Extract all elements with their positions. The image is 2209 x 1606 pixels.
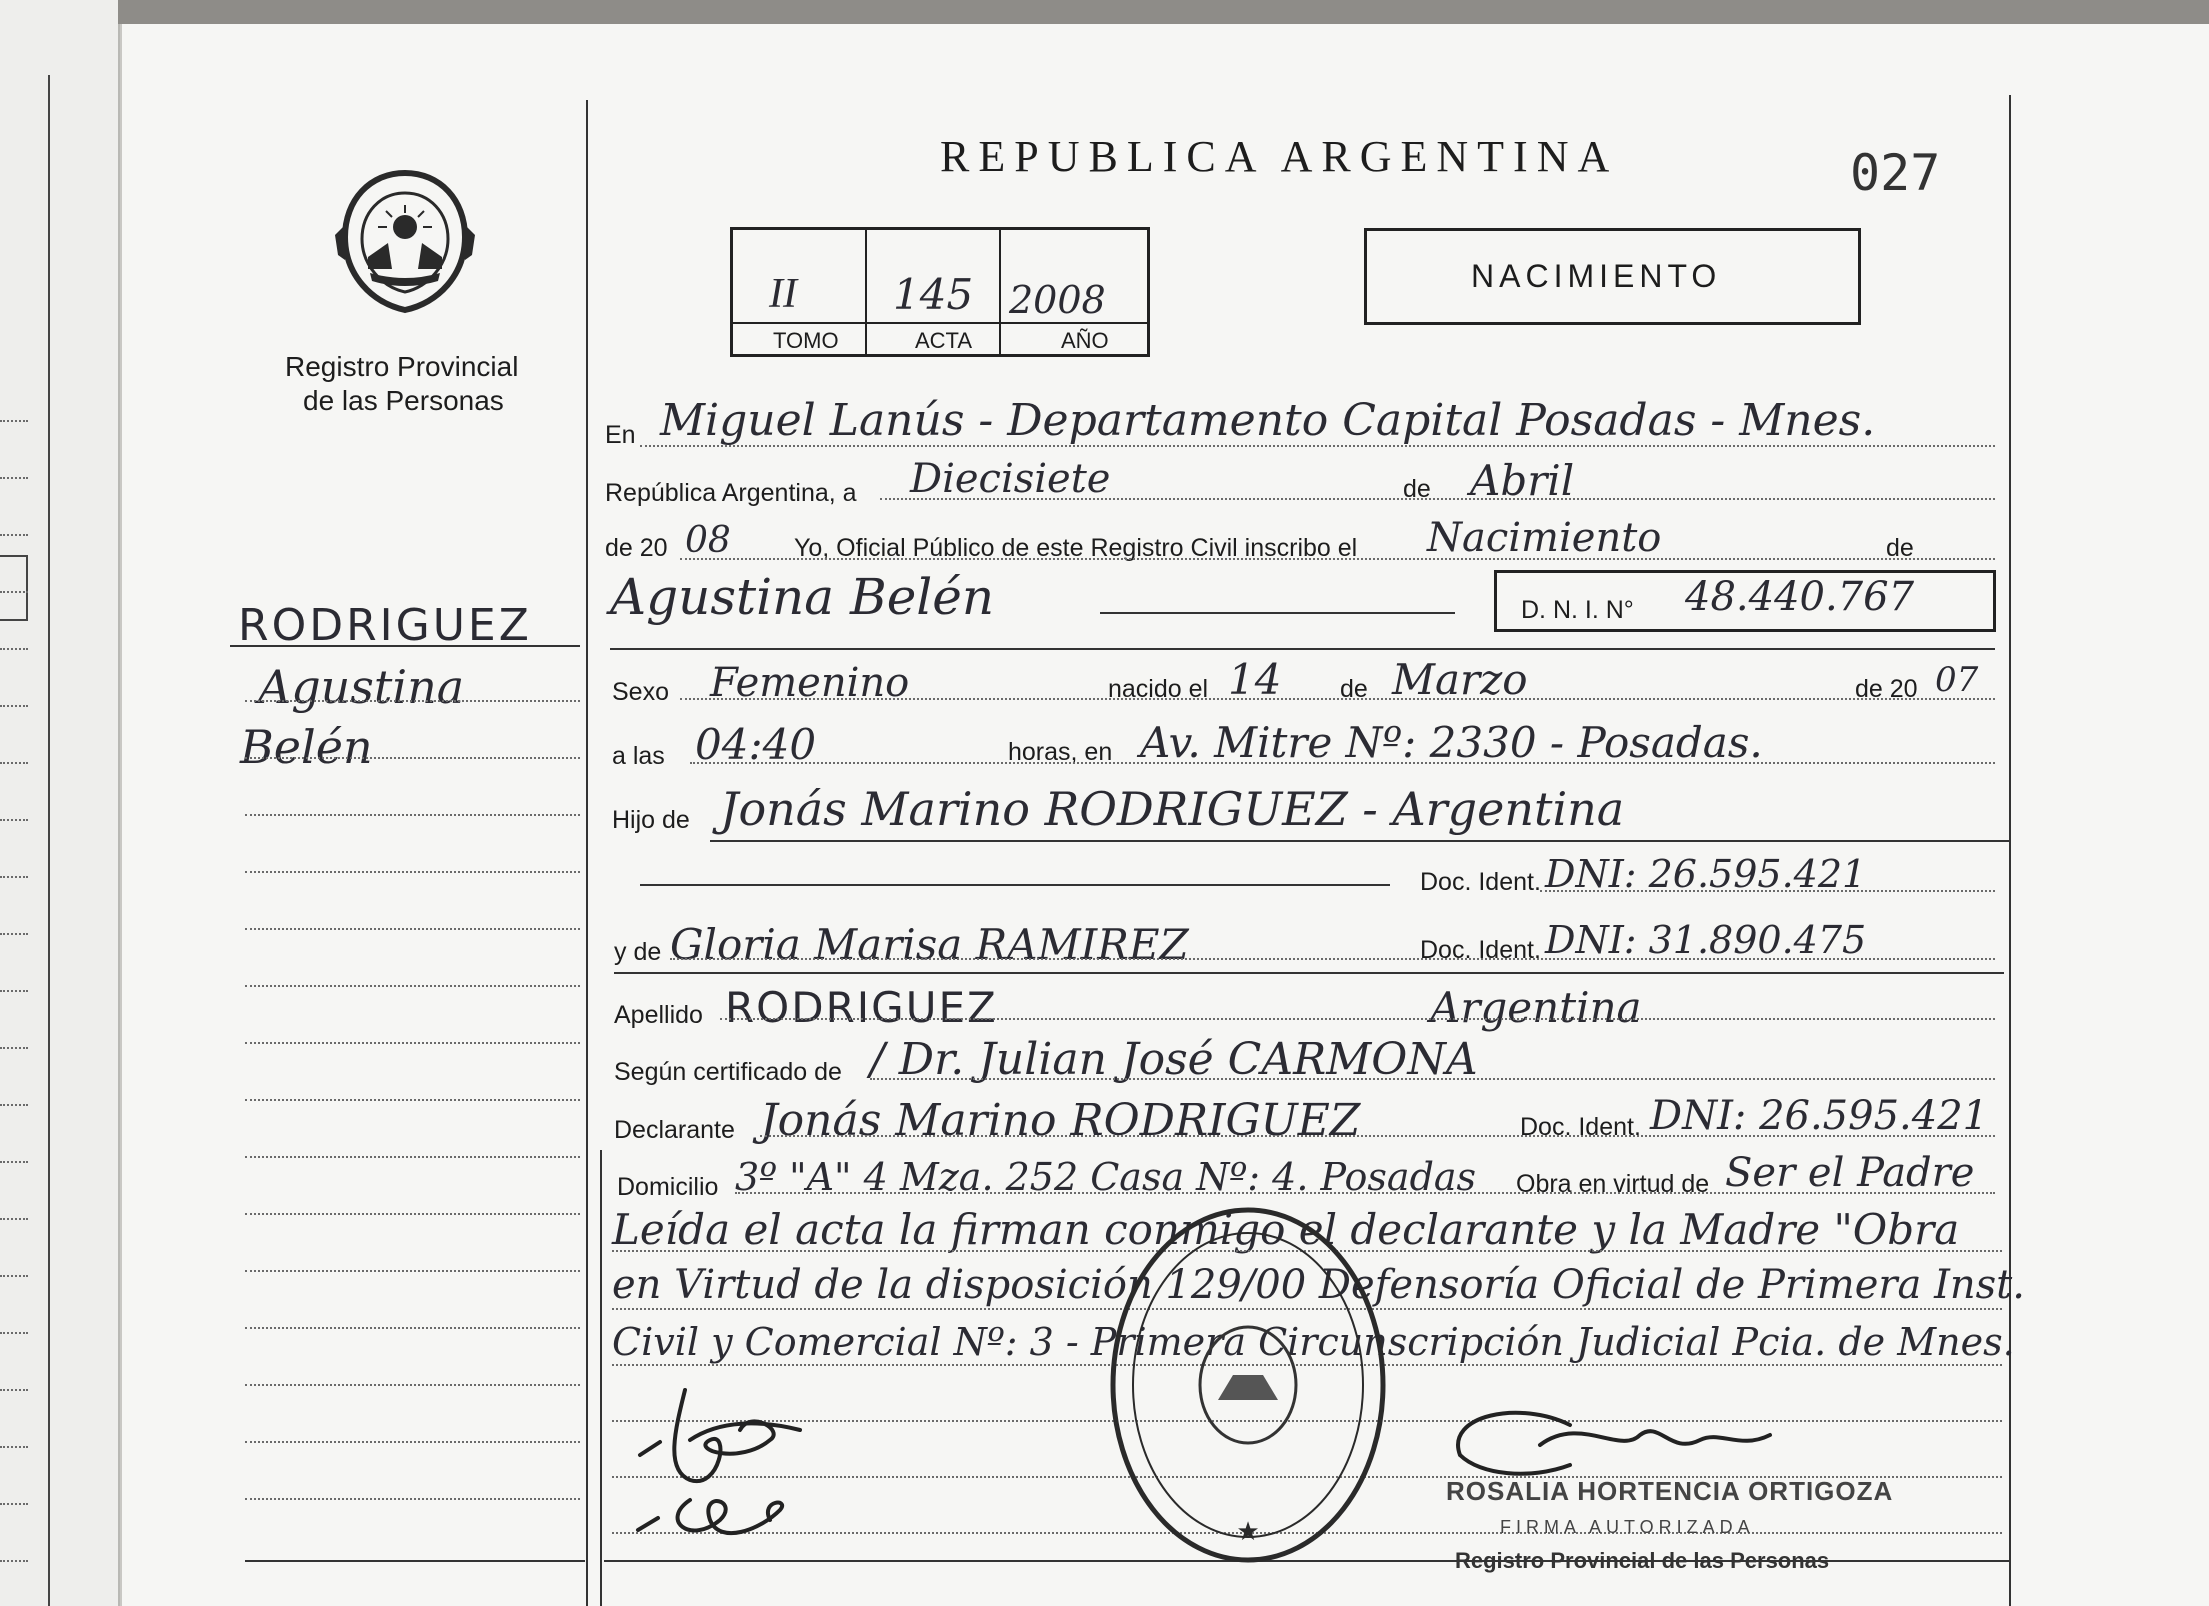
left-page-rule-line <box>0 477 28 479</box>
left-page-rule-line <box>0 1503 28 1505</box>
firma-autorizada: FIRMA AUTORIZADA <box>1500 1517 1755 1537</box>
left-page-edge <box>0 0 120 1606</box>
value-hora: 04:40 <box>695 720 817 769</box>
label-sexo: Sexo <box>612 678 669 706</box>
svg-text:★: ★ <box>1236 1517 1260 1547</box>
label-yo: Yo, Oficial Público de este Registro Civil inscribo el <box>794 534 1358 562</box>
left-page-rule-line <box>0 762 28 764</box>
value-padre: Jonás Marino RODRIGUEZ - Argentina <box>720 782 1625 836</box>
label-doc3: Doc. Ident. <box>1520 1113 1641 1141</box>
left-page-rule-line <box>0 1446 28 1448</box>
margin-rule <box>245 985 580 987</box>
left-page-rule-line <box>0 591 28 593</box>
left-page-rule-line <box>0 1275 28 1277</box>
value-declarante-doc: DNI: 26.595.421 <box>1650 1093 1989 1139</box>
margin-rule <box>245 1156 580 1158</box>
left-page-rule-line <box>0 819 28 821</box>
margin-rule <box>245 928 580 930</box>
value-lugar: Miguel Lanús - Departamento Capital Posadas - Mnes. <box>660 395 1876 446</box>
label-horas: horas, en <box>1008 738 1113 766</box>
right-border <box>2009 95 2011 1606</box>
label-doc1: Doc. Ident. <box>1420 868 1541 896</box>
margin-rule <box>245 1042 580 1044</box>
label-nacido-de20: de 20 <box>1855 675 1918 703</box>
label-y-de: y de <box>614 938 662 966</box>
observation-line2: en Virtud de la disposición 129/00 Defensoría Oficial de Primera Inst. <box>612 1262 2025 1308</box>
value-domicilio: 3º "A" 4 Mza. 252 Casa Nº: 4. Posadas <box>735 1155 1477 1199</box>
label-de-end: de <box>1886 534 1914 562</box>
left-page-rule-line <box>0 933 28 935</box>
margin-firstname: Agustina <box>258 660 465 714</box>
left-page-rule-line <box>0 534 28 536</box>
label-republica: República Argentina, a <box>605 479 857 507</box>
label-obra: Obra en virtud de <box>1516 1170 1710 1198</box>
margin-rule <box>245 1441 580 1443</box>
margin-rule <box>245 757 580 759</box>
margin-rule <box>245 1099 580 1101</box>
label-de: de <box>1403 475 1431 503</box>
label-segun: Según certificado de <box>614 1058 842 1086</box>
left-page-rule-line <box>0 1047 28 1049</box>
label-nacido: nacido el <box>1108 675 1209 703</box>
value-lugar-nac: Av. Mitre Nº: 2330 - Posadas. <box>1140 718 1763 767</box>
registry-name-line1: Registro Provincial <box>285 351 519 382</box>
label-apellido: Apellido <box>614 1001 703 1029</box>
margin-rule <box>245 871 580 873</box>
left-page-rule-line <box>0 1389 28 1391</box>
observation-line1: Leída el acta la firman conmigo el declarante y la Madre "Obra <box>612 1205 1960 1254</box>
page-number: 027 <box>1850 144 1941 202</box>
value-dni: 48.440.767 <box>1685 574 1915 620</box>
margin-surname: RODRIGUEZ <box>238 600 532 651</box>
value-certificado: / Dr. Julian José CARMONA <box>870 1034 1478 1085</box>
label-nacido-de: de <box>1340 675 1368 703</box>
margin-rule <box>245 1327 580 1329</box>
registry-stamp-line: Registro Provincial de las Personas <box>1455 1548 1830 1573</box>
value-nacido-dia: 14 <box>1228 655 1282 704</box>
left-page-rule-line <box>0 1104 28 1106</box>
value-anio: 08 <box>685 520 731 561</box>
left-page-rule-line <box>0 990 28 992</box>
value-acto: Nacimiento <box>1427 515 1662 561</box>
value-nacido-anio: 07 <box>1935 660 1979 700</box>
tomo-label: TOMO <box>773 328 839 353</box>
official-round-stamp <box>1103 1200 1393 1570</box>
anio-value: 2008 <box>1009 278 1106 322</box>
value-mes: Abril <box>1470 456 1575 505</box>
value-nombre: Agustina Belén <box>610 568 995 626</box>
value-sexo: Femenino <box>710 660 910 706</box>
acta-label: ACTA <box>915 328 973 353</box>
value-apellido-nac: Argentina <box>1430 983 1642 1032</box>
margin-rule <box>245 814 580 816</box>
top-dark-edge <box>118 0 2209 24</box>
left-page-rule-line <box>0 420 28 422</box>
label-en: En <box>605 421 636 449</box>
label-doc2: Doc. Ident. <box>1420 936 1541 964</box>
value-dia: Diecisiete <box>910 456 1111 502</box>
margin-rule <box>245 1498 580 1500</box>
left-page-rule-line <box>0 648 28 650</box>
label-de20: de 20 <box>605 534 668 562</box>
label-hijo: Hijo de <box>612 806 690 834</box>
tomo-value: II <box>769 271 797 317</box>
left-page-rule <box>48 75 50 1606</box>
value-madre-doc: DNI: 31.890.475 <box>1545 918 1867 962</box>
anio-label: AÑO <box>1061 328 1109 353</box>
declarant-signature <box>630 1370 860 1550</box>
inner-left-border <box>600 1150 602 1606</box>
reference-box <box>730 227 1150 357</box>
left-page-rule-line <box>0 1161 28 1163</box>
country-title: REPUBLICA ARGENTINA <box>940 132 1619 181</box>
label-a-las: a las <box>612 742 665 770</box>
value-nacido-mes: Marzo <box>1392 655 1528 704</box>
left-page-rule-line <box>0 876 28 878</box>
value-madre: Gloria Marisa RAMIREZ <box>670 920 1189 969</box>
province-seal-icon <box>330 165 480 320</box>
observation-line3: Civil y Comercial Nº: 3 - Primera Circunscripción Judicial Pcia. de Mnes. <box>612 1320 2015 1364</box>
value-obra: Ser el Padre <box>1725 1150 1975 1196</box>
margin-bottom-rule <box>245 1560 585 1562</box>
value-apellido: RODRIGUEZ <box>725 983 998 1032</box>
left-page-rule-line <box>0 705 28 707</box>
acta-value: 145 <box>893 270 974 319</box>
value-padre-doc: DNI: 26.595.421 <box>1545 852 1867 896</box>
label-declarante: Declarante <box>614 1116 735 1144</box>
label-domicilio: Domicilio <box>617 1173 719 1201</box>
left-page-rule-line <box>0 1560 28 1562</box>
registry-name-line2: de las Personas <box>303 385 504 416</box>
label-dni: D. N. I. N° <box>1521 596 1634 624</box>
value-declarante: Jonás Marino RODRIGUEZ <box>760 1095 1361 1146</box>
margin-rule <box>245 700 580 702</box>
margin-rule <box>245 1384 580 1386</box>
margin-rule <box>245 1270 580 1272</box>
left-page-box <box>0 555 28 621</box>
margin-rule <box>245 1213 580 1215</box>
left-page-rule-line <box>0 1332 28 1334</box>
official-name: ROSALIA HORTENCIA ORTIGOZA <box>1446 1476 1894 1506</box>
left-page-rule-line <box>0 1218 28 1220</box>
column-divider <box>586 100 588 1606</box>
margin-middlename: Belén <box>240 720 373 774</box>
act-type-label: NACIMIENTO <box>1471 258 1722 294</box>
